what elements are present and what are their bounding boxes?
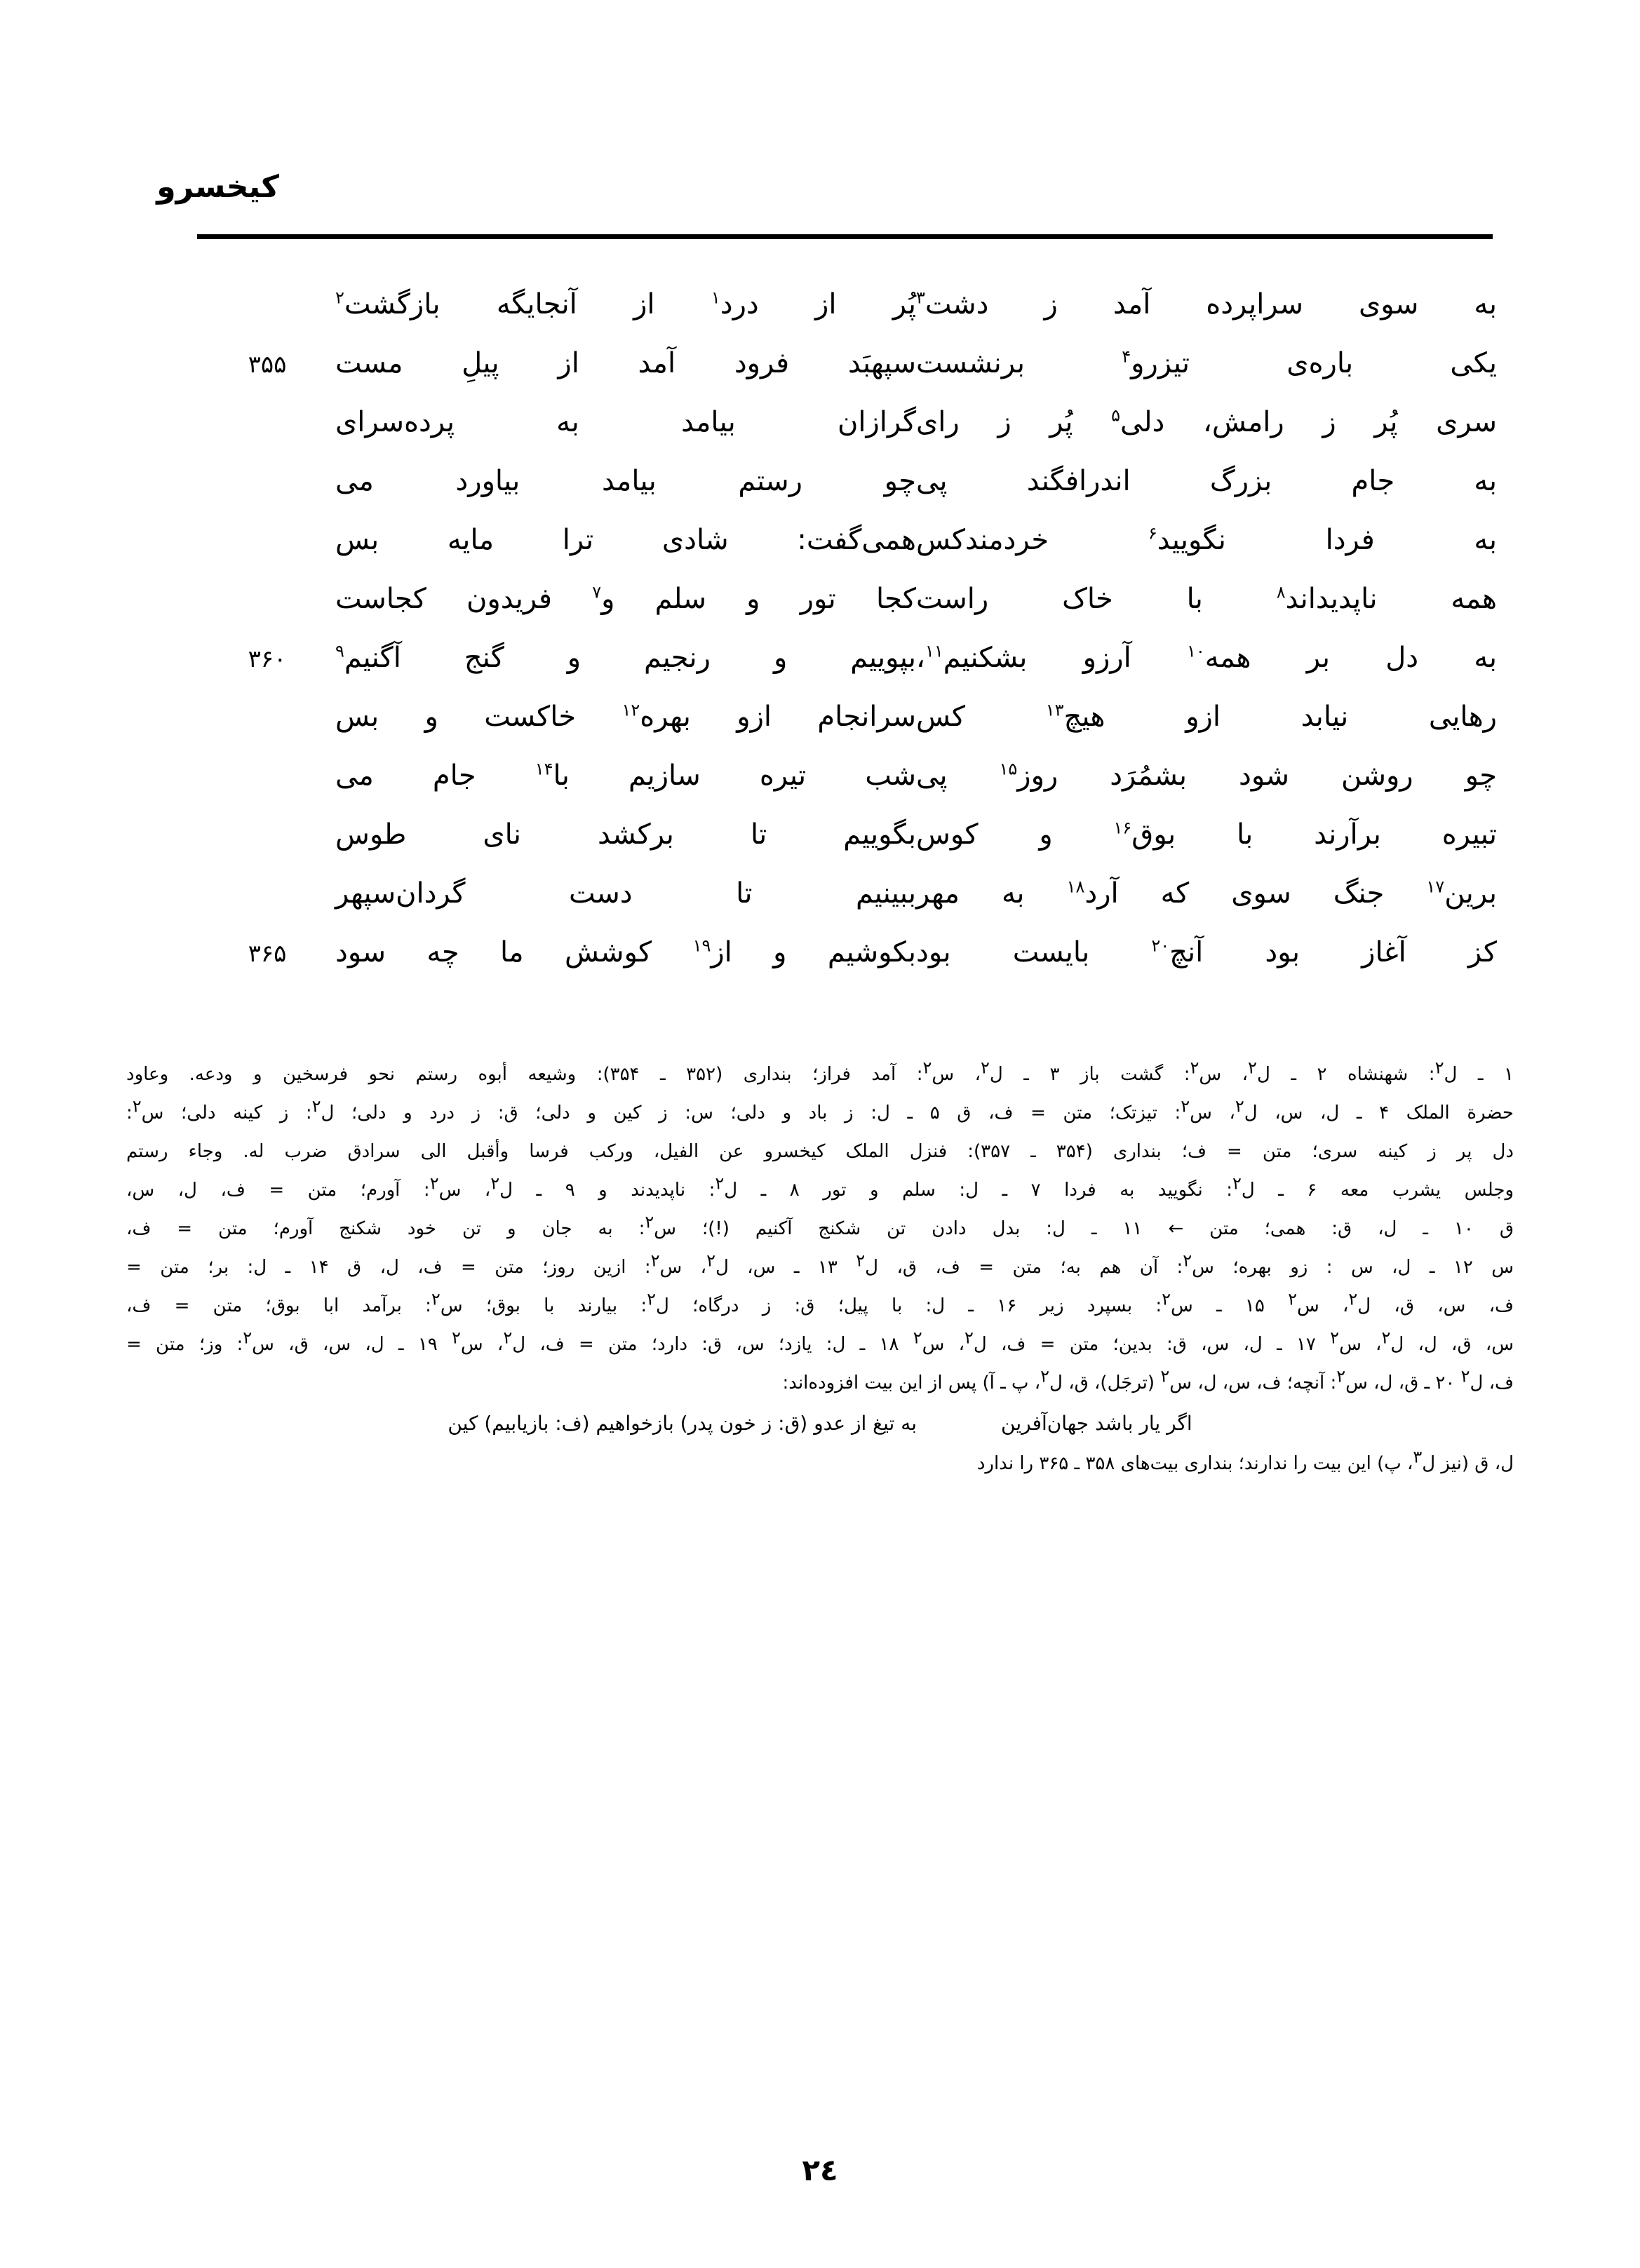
apparatus-line: ۱ ـ ل۲: شهنشاه ۲ ـ ل۲، س۲: گشت باز ۳ ـ ل۲، س۲: آمد فراز؛ بنداری (۳۵۲ ـ ۳۵۴): وشیعه أبوه رستم نحو فرسخین و ودعه. وعاود — [126, 1058, 1514, 1085]
quoted-hemistich-right: اگر یار باشد جهان‌آفرین — [1001, 1412, 1192, 1435]
hemistich-left: سری پُر ز رامش، دلی$^۵$ پُر ز رای — [916, 405, 1498, 438]
verse-number: ۳۵۵ — [248, 351, 287, 379]
hemistich-left: برین$^{۱۷}$ جنگ سوی که آرد$^{۱۸}$ به مهر — [916, 877, 1497, 910]
hemistich-left: تبیره برآرند با بوق$^{۱۶}$ و کوس — [916, 818, 1498, 851]
verse-block — [126, 275, 1514, 982]
apparatus-line: حضرة الملک ۴ ـ ل، س، ل۲، س۲: تیزتک؛ متن = ف، ق ۵ ـ ل: ز باد و دلی؛ س: ز کین و دلی؛ ق: ز درد و دلی؛ ل۲: ز کینه دلی؛ س۲: — [126, 1096, 1514, 1123]
verse-line — [126, 275, 1514, 334]
hemistich-right: پُر از درد$^۱$ از آنجایگه بازگشت$^۲$ — [335, 288, 916, 320]
hemistich-right: بکوشیم و از$^{۱۹}$ کوشش ما چه سود — [335, 936, 916, 968]
verse-line — [126, 511, 1514, 569]
verse-number — [226, 687, 309, 689]
verse-line — [126, 452, 1514, 511]
verse-number — [226, 569, 309, 571]
verse-line — [126, 393, 1514, 452]
verse-line — [126, 569, 1514, 628]
hemistich-right: ببینیم تا دست گردان‌سپهر — [335, 877, 916, 910]
apparatus-line: ق ۱۰ ـ ل، ق: همی؛ متن ← ۱۱ ـ ل: بدل دادن تن شکنج آکنیم (!)؛ س۲: به جان و تن خود شکنج آورم؛ متن = ف، — [126, 1212, 1514, 1239]
hemistich-left: به سوی سراپرده آمد ز دشت$^۳$ — [916, 288, 1497, 320]
hemistich-left: چو روشن شود بشمُرَد روز$^{۱۵}$ پی — [916, 759, 1497, 792]
hemistich-right: همی‌گفت: شادی ترا مایه بس — [335, 524, 916, 556]
hemistich-left: یکی باره‌ی تیزرو$^۴$ برنشست — [916, 346, 1497, 379]
verse-line — [126, 746, 1514, 805]
hemistich-right: شب تیره سازیم با$^{۱۴}$ جام می — [335, 759, 917, 792]
hemistich-right: چو رستم بیامد بیاورد می — [335, 465, 916, 497]
apparatus-quoted-verse — [126, 1403, 1514, 1445]
hemistich-right: سپهبَد فرود آمد از پیلِ مست — [335, 347, 916, 379]
apparatus-line: ف، ل۲ ۲۰ ـ ق، ل، س۲: آنچه؛ ف، س، ل، س۲ (ترجَل)، ق، ل۲، پ ـ آ) پس از این بیت افزوده‌اند: — [782, 1366, 1514, 1393]
hemistich-right: بپوییم و رنجیم و گنج آگنیم$^۹$ — [335, 641, 916, 674]
quoted-hemistich-left: به تیغ از عدو (ق: ز خون پدر) بازخواهیم (ف: بازیابیم) کین — [448, 1412, 918, 1435]
verse-line — [126, 687, 1514, 746]
verse-number: ۳۶۵ — [248, 940, 287, 968]
apparatus-line: دل پر ز کینه سری؛ متن = ف؛ بنداری (۳۵۴ ـ ۳۵۷): فنزل الملک کیخسرو عن الفیل، ورکب فرسا وأقبل الی سرادق ضرب له. وجاء رستم — [126, 1141, 1514, 1162]
hemistich-right: گرازان بیامد به پرده‌سرای — [335, 406, 916, 438]
running-head-title: کیخسرو — [156, 169, 279, 205]
header-rule — [197, 234, 1493, 239]
verse-number — [226, 511, 309, 512]
verse-number — [226, 864, 309, 865]
hemistich-left: به جام بزرگ اندرافگند پی — [916, 465, 1497, 497]
verse-number — [226, 275, 309, 276]
hemistich-left: به فردا نگویید$^۶$ خردمندکس — [916, 523, 1497, 556]
apparatus-line: وجلس یشرب معه ۶ ـ ل۲: نگویید به فردا ۷ ـ ل: سلم و تور ۸ ـ ل۲: ناپدیدند و ۹ ـ ل۲، س۲: آورم؛ متن = ف، ل، س، — [126, 1173, 1514, 1201]
hemistich-right: کجا تور و سلم و$^۷$ فریدون کجاست — [335, 582, 916, 615]
verse-number — [226, 746, 309, 748]
verse-line — [126, 334, 1514, 393]
verse-number — [226, 452, 309, 453]
hemistich-left: به دل بر همه$^{۱۰}$ آرزو بشکنیم$^{۱۱}$، — [916, 641, 1497, 674]
page-number: ۲٤ — [802, 2153, 838, 2187]
verse-line — [126, 628, 1514, 687]
hemistich-left: رهایی نیابد ازو هیچ$^{۱۳}$ کس — [916, 700, 1497, 733]
hemistich-right: بگوییم تا برکشد نای طوس — [335, 818, 916, 851]
apparatus-line: س ۱۲ ـ ل، س : زو بهره؛ س۲: آن هم به؛ متن = ف، ق، ل۲ ۱۳ ـ س، ل۲، س۲: ازین روز؛ متن = ف، ل، ق ۱۴ ـ ل: بر؛ متن = — [126, 1250, 1514, 1278]
hemistich-left: کز آغاز بود آنچ$^{۲۰}$ بایست بود — [916, 936, 1498, 968]
apparatus-final-line: ل، ق (نیز ل۳، پ) این بیت را ندارند؛ بنداری بیت‌های ۳۵۸ ـ ۳۶۵ را ندارد — [976, 1447, 1514, 1474]
hemistich-left: همه ناپدیداند$^۸$ با خاک راست — [916, 582, 1497, 615]
hemistich-right: سرانجام ازو بهره$^{۱۲}$ خاکست و بس — [335, 700, 916, 733]
verse-line — [126, 923, 1514, 982]
verse-line — [126, 805, 1514, 864]
apparatus-line: ف، س، ق، ل۲، س۲ ۱۵ ـ س۲: بسپرد زیر ۱۶ ـ ل: با پیل؛ ق: ز درگاه؛ ل۲: بیارند با بوق؛ س۲: برآمد ابا بوق؛ متن = ف، — [126, 1289, 1514, 1316]
apparatus-block — [126, 1055, 1514, 1483]
verse-number — [226, 393, 309, 394]
verse-line — [126, 864, 1514, 923]
verse-number — [226, 805, 309, 806]
verse-number: ۳۶۰ — [248, 645, 287, 673]
apparatus-line: س، ق، ل، ل۲، س۲ ۱۷ ـ ل، س، ق: بدین؛ متن = ف، ل۲، س۲ ۱۸ ـ ل: یازد؛ س، ق: دارد؛ متن = ف، ل۲، س۲ ۱۹ ـ ل، س، ق، س۲: وز؛ متن = — [126, 1328, 1514, 1355]
